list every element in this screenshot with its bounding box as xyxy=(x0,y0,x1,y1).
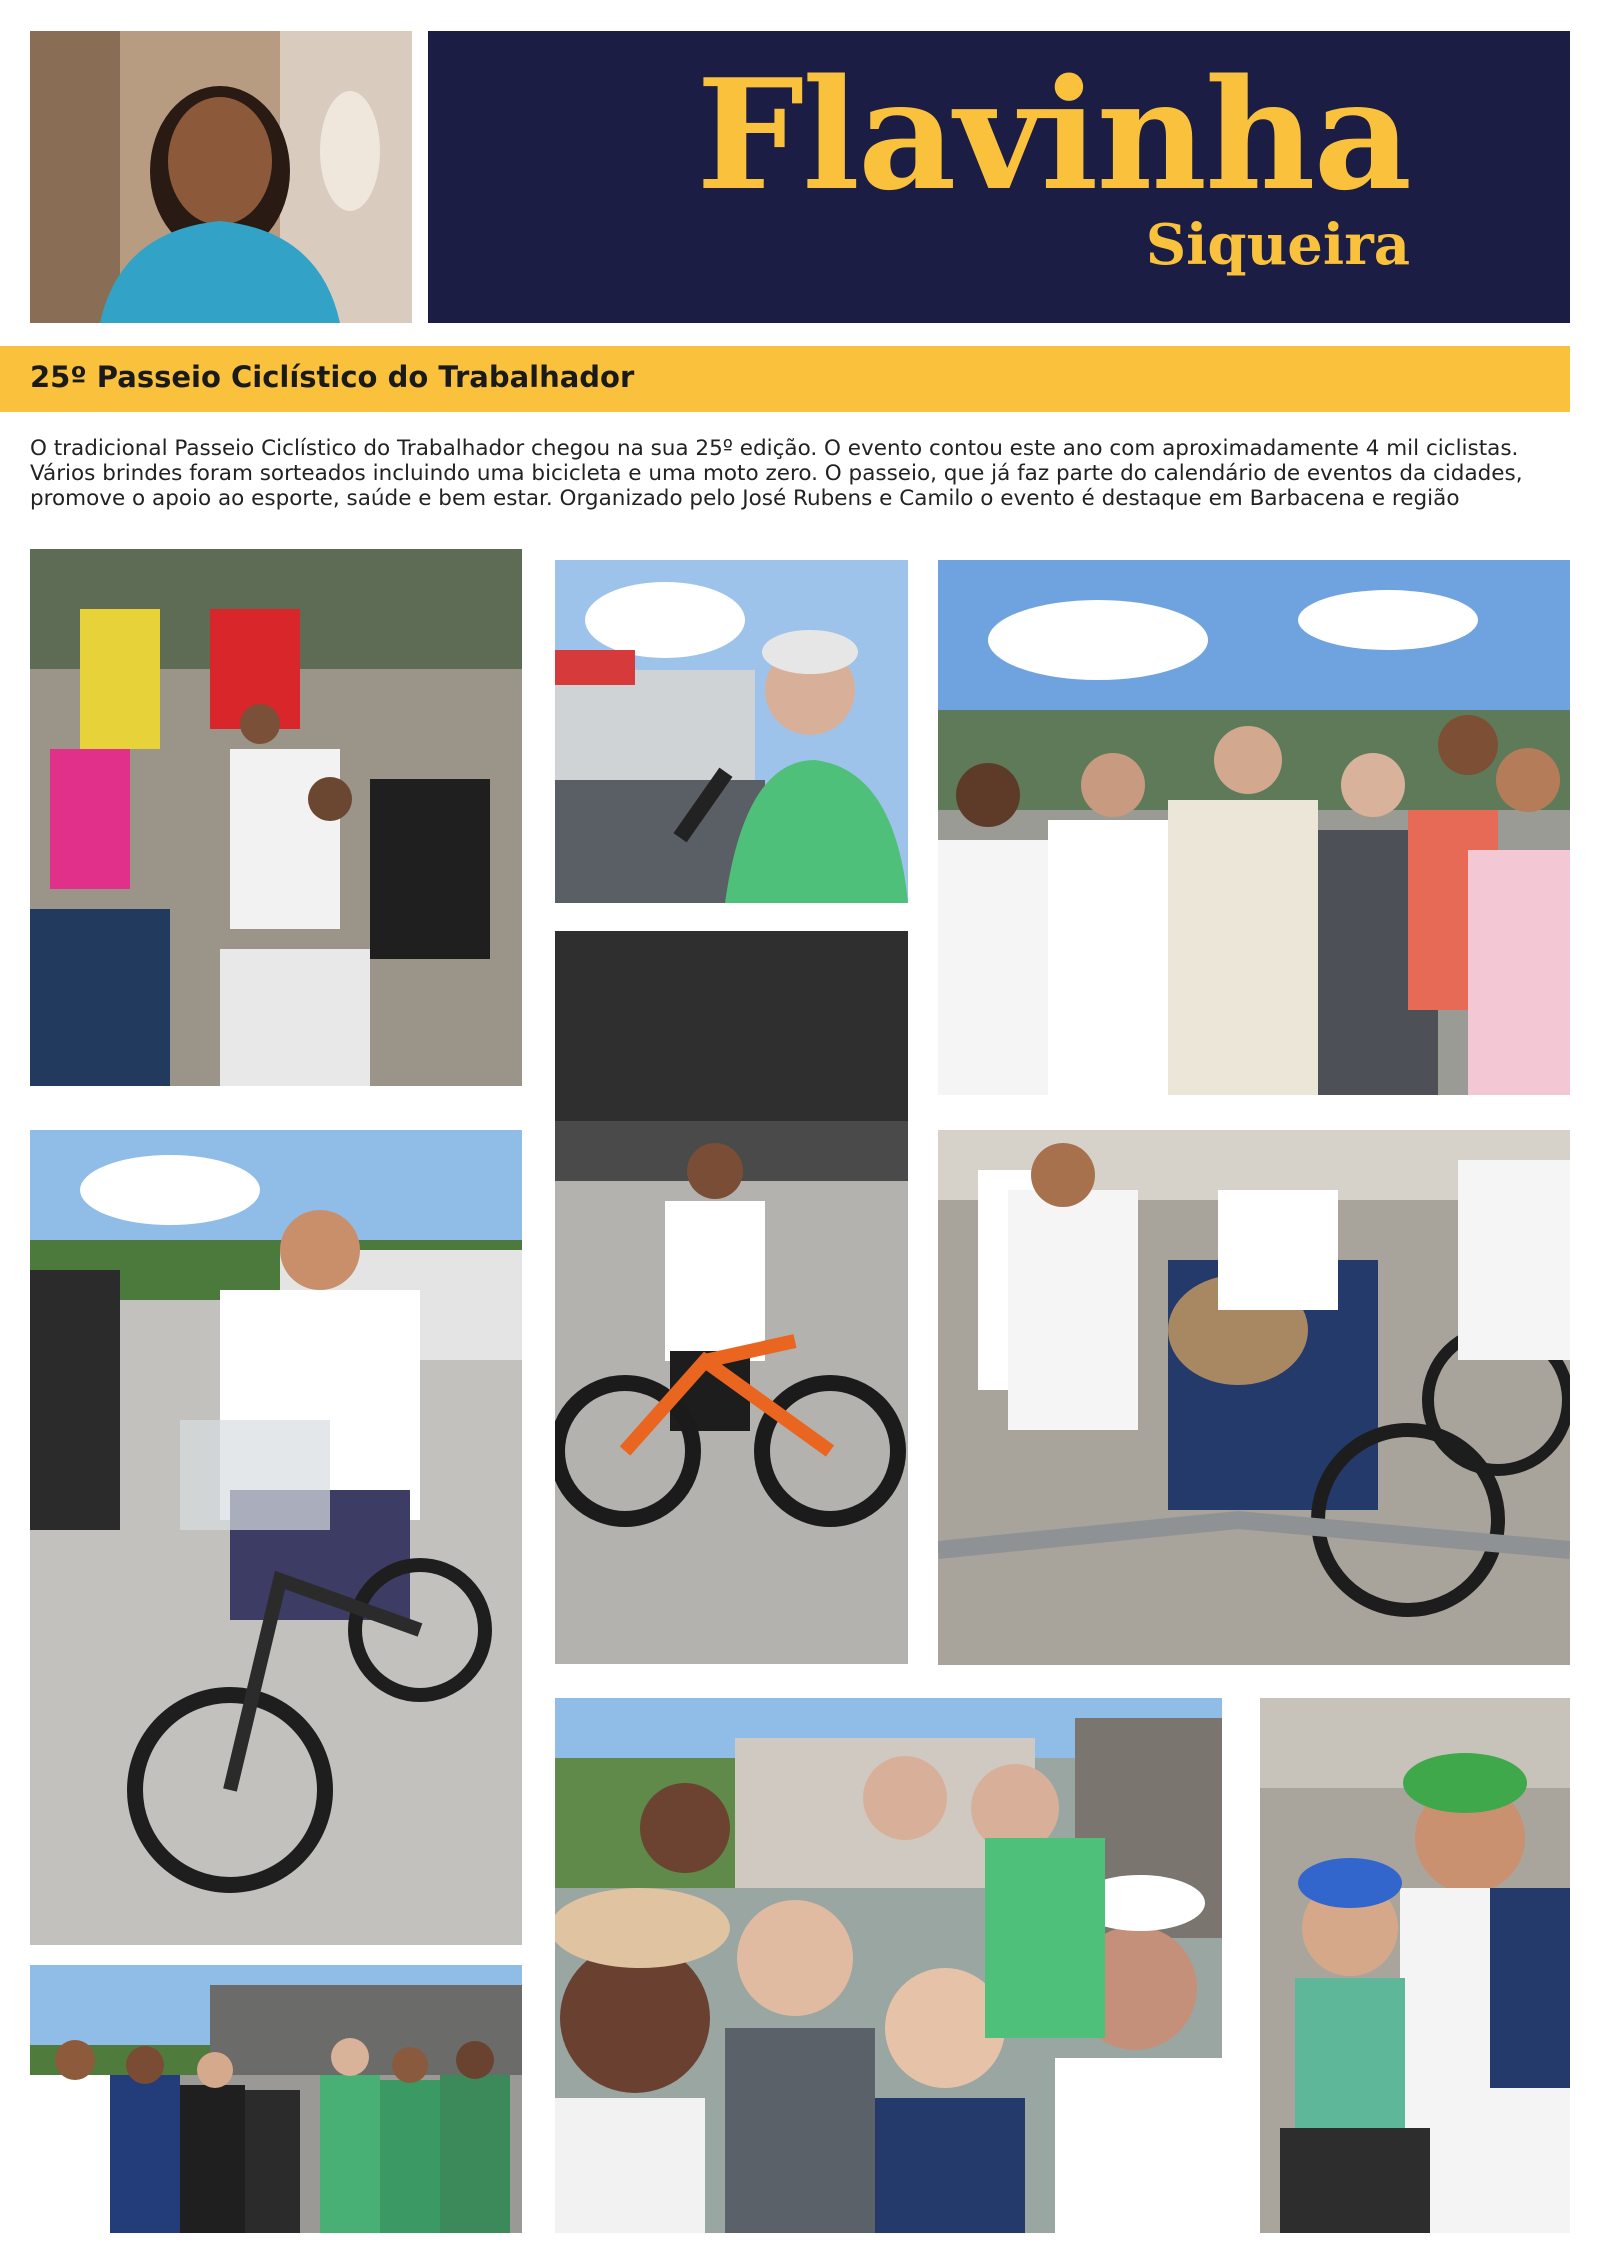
header-band xyxy=(428,31,1570,323)
columnist-surname: Siqueira xyxy=(1145,212,1410,278)
selfie-group-photo xyxy=(555,1698,1222,2233)
columnist-portrait-photo xyxy=(30,31,412,323)
article-body: O tradicional Passeio Ciclístico do Trabalhador chegou na sua 25º edição. O evento contou este ano com aproximadamente 4 mil ciclistas. Vários brindes foram sorteados incluindo uma bicicleta e uma moto zero. O passeio, que já faz parte do calendário de eventos da cidades, promove o apoio ao esporte, saúde e bem estar. Organizado pelo José Rubens e Camilo o evento é destaque em Barbacena e região xyxy=(30,436,1523,511)
article-title-bar xyxy=(0,346,1570,412)
woman-child-photo xyxy=(1260,1698,1570,2233)
man-tricycle-photo xyxy=(30,1130,522,1945)
columnist-name: Flavinha xyxy=(696,45,1410,224)
article-title: 25º Passeio Ciclístico do Trabalhador xyxy=(30,360,635,394)
group-seven-photo xyxy=(30,1965,522,2233)
man-microphone-photo xyxy=(555,560,908,903)
boy-orange-bike-photo xyxy=(555,931,908,1664)
cyclists-crowd-photo xyxy=(30,549,522,1086)
group-men-photo xyxy=(938,560,1570,1095)
man-with-dog-photo xyxy=(938,1130,1570,1665)
